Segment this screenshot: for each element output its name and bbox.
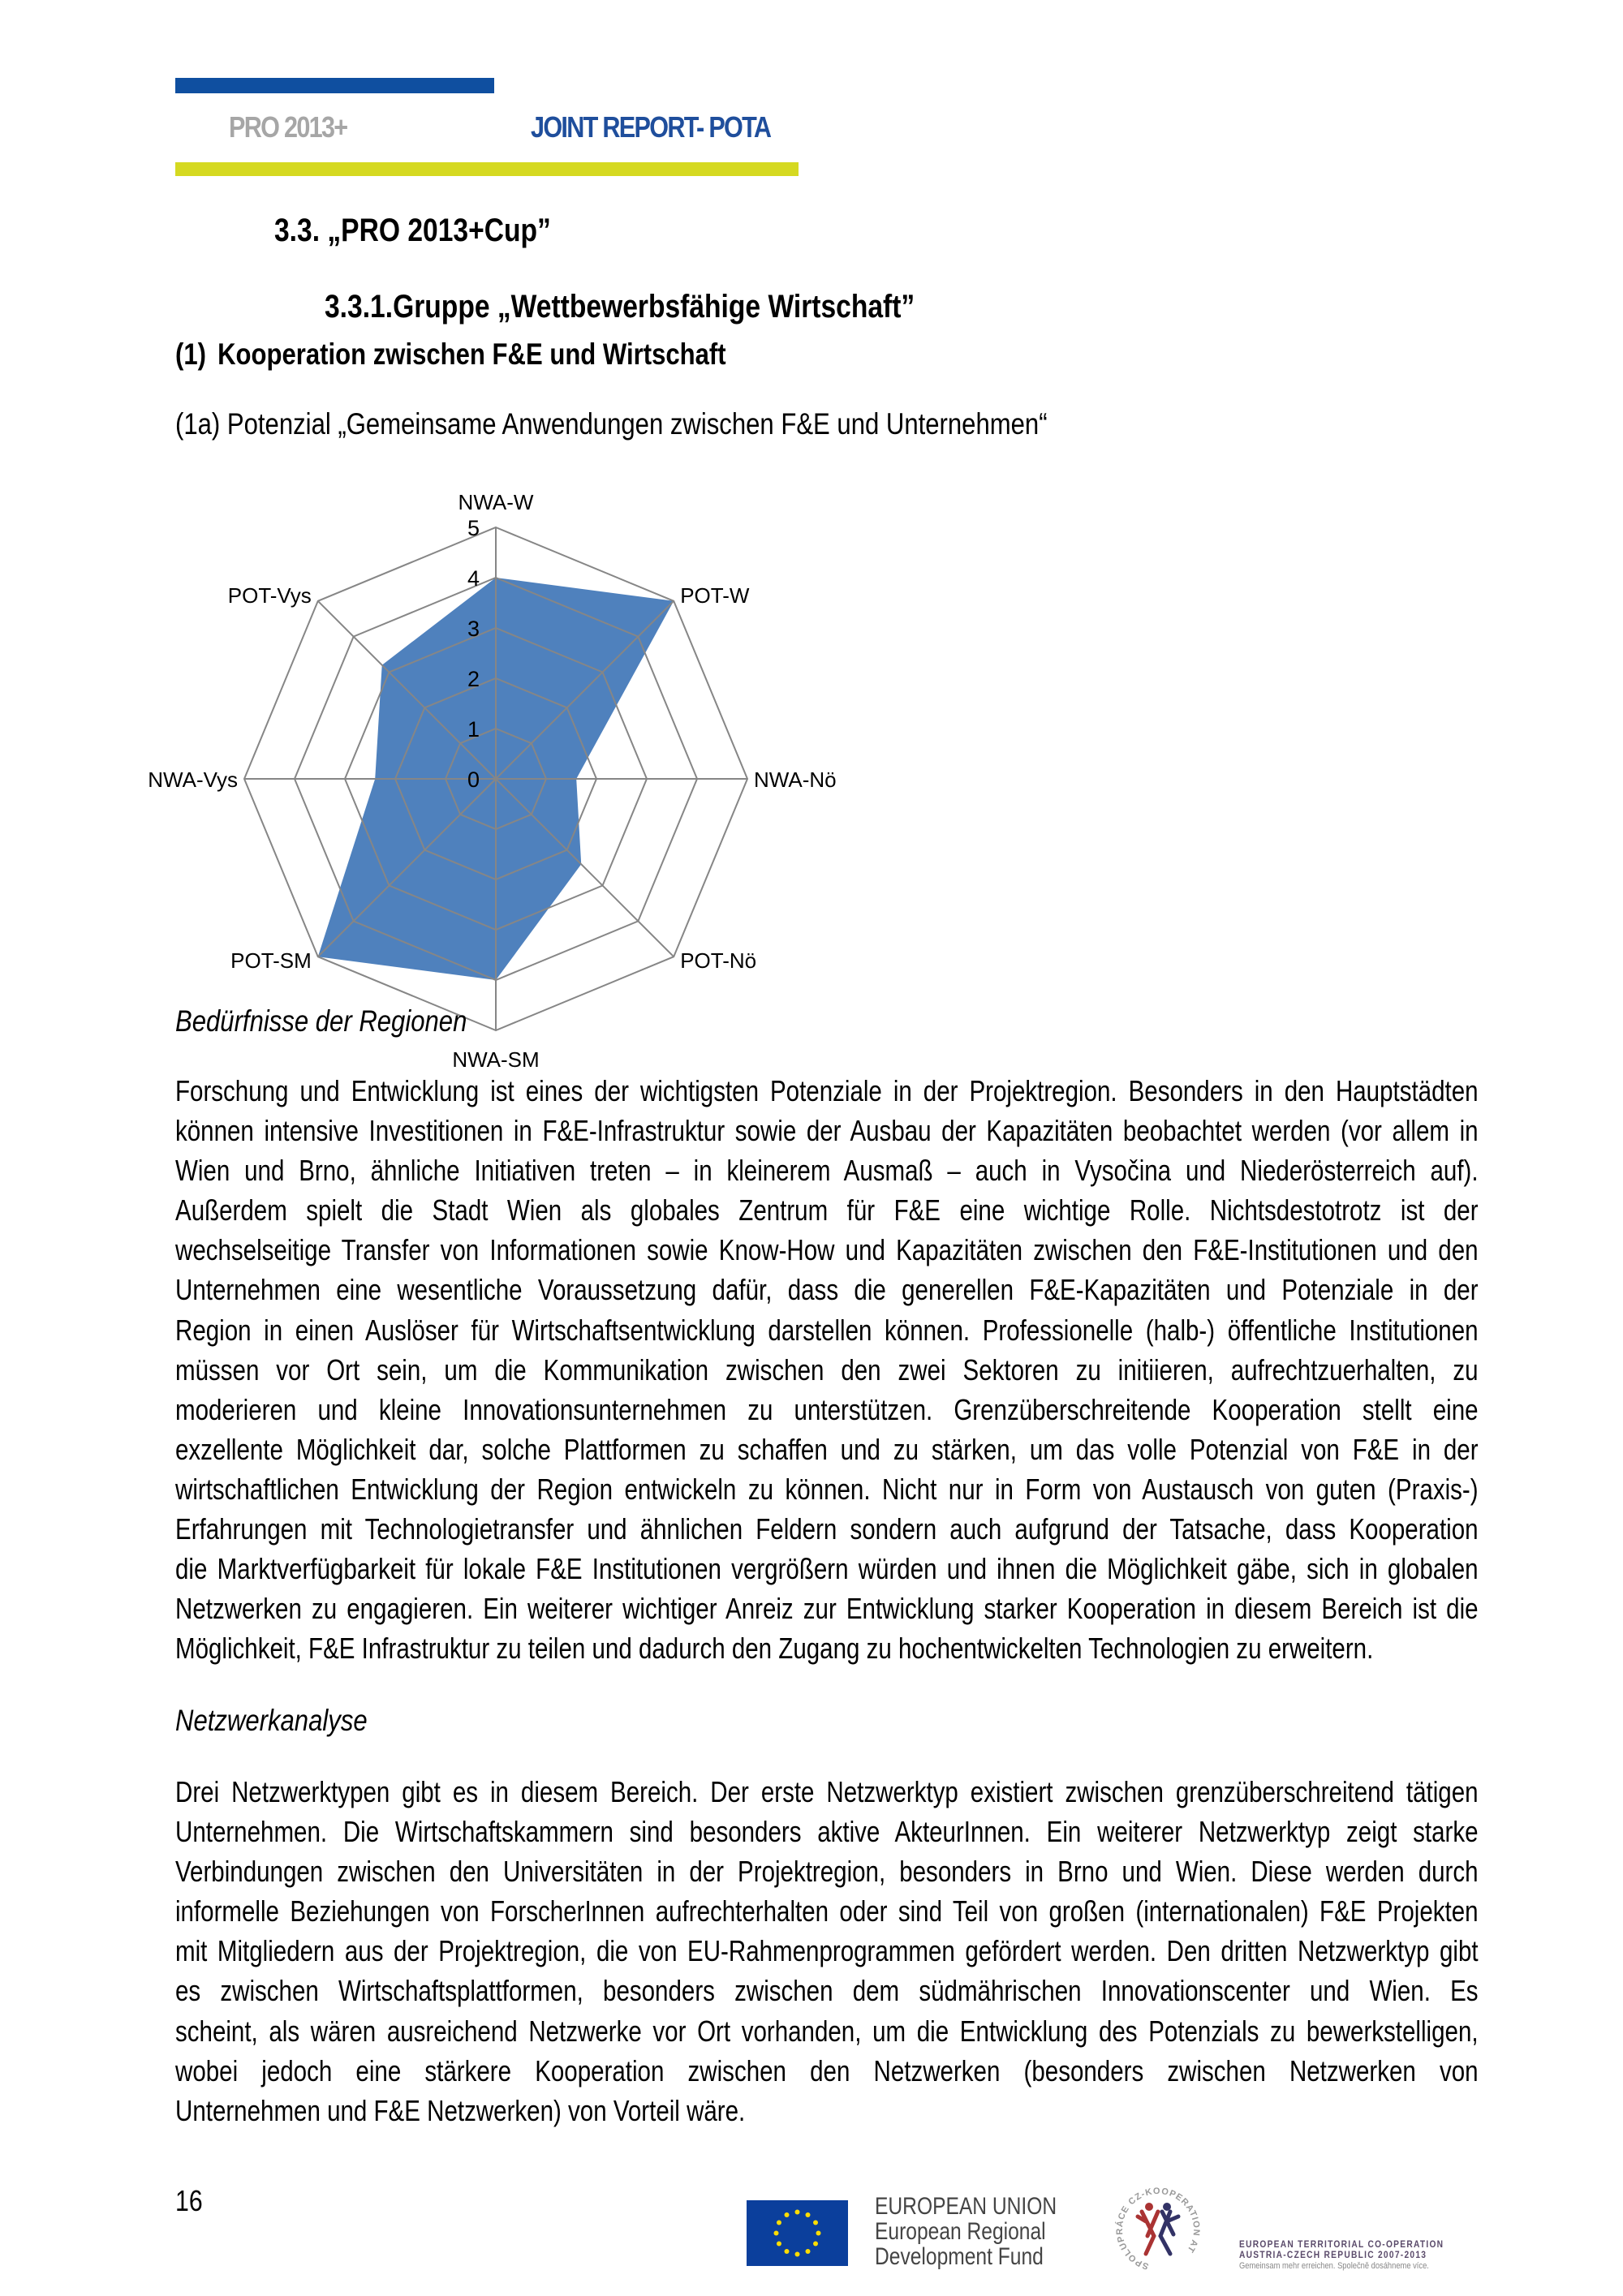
radar-tick-label: 2 — [467, 667, 480, 691]
radar-axis-label: POT-Vys — [227, 583, 312, 608]
radar-axis-label: POT-W — [680, 583, 750, 608]
paragraph-line: Möglichkeit, F&E Infrastruktur zu teilen und dadurch den Zugang zu hochentwickelten Technologien zu erweitern. — [175, 1632, 1374, 1666]
eu-star — [785, 2212, 790, 2217]
paragraph-line: wobei jedoch eine stärkere Kooperation zwischen den Netzwerken (besonders zwischen Netzwerken von — [175, 2053, 1479, 2087]
paragraph-line: scheint, als wären ausreichend Netzwerke vor Ort vorhanden, um die Entwicklung des Potenzials zu bewerkstelligen, — [175, 2014, 1479, 2048]
paragraph-line: Drei Netzwerktypen gibt es in diesem Bereich. Der erste Netzwerktyp existiert zwischen grenzüberschreitend tätigen — [175, 1775, 1479, 1808]
page-number: 16 — [175, 2184, 203, 2217]
paragraph-network — [175, 1772, 1479, 2130]
etc-line-3: Gemeinsam mehr erreichen. Společně dosáhneme více. — [1239, 2261, 1429, 2271]
eu-star — [795, 2252, 800, 2257]
section-heading: 3.3. „PRO 2013+Cup” — [274, 213, 551, 248]
eu-stars-icon — [747, 2200, 848, 2266]
eu-line-3: Development Fund — [875, 2243, 1044, 2270]
paragraph-needs — [175, 1071, 1479, 1668]
radar-axis-label: NWA-W — [458, 490, 534, 514]
eu-star — [813, 2242, 818, 2247]
topic-title: Kooperation zwischen F&E und Wirtschaft — [217, 338, 726, 371]
eu-star — [777, 2221, 781, 2225]
paragraph-line: moderieren und kleine Innovationsunternehmen zu unterstützen. Grenzüberschreitende Kooperation stellt eine — [175, 1392, 1479, 1426]
paragraph-line: Außerdem spielt die Stadt Wien als globales Zentrum für F&E eine wichtige Rolle. Nichtsdestotrotz ist der — [175, 1193, 1479, 1228]
subheading-network: Netzwerkanalyse — [175, 1704, 368, 1737]
paragraph-line: Forschung und Entwicklung ist eines der wichtigsten Potenziale in der Projektregion. Besonders in den Hauptstädten — [175, 1074, 1479, 1107]
paragraph-line: Erfahrungen mit Technologietransfer und ähnlichen Feldern sondern auch aufgrund der Tatsache, dass Kooperation — [175, 1512, 1479, 1546]
header-project-title: PRO 2013+ — [229, 110, 347, 144]
paragraph-line: es zwischen Wirtschaftsplattformen, besonders zwischen dem südmährischen Innovationscenter und Wien. Es — [175, 1974, 1479, 2008]
topic-heading — [175, 338, 726, 372]
etc-line-1: EUROPEAN TERRITORIAL CO-OPERATION — [1239, 2238, 1444, 2250]
cooperation-logo — [1113, 2187, 1203, 2272]
radar-axis-label: NWA-Vys — [148, 767, 238, 792]
radar-axis-label: NWA-Nö — [754, 767, 837, 792]
eu-line-1: EUROPEAN UNION — [875, 2193, 1057, 2220]
radar-tick-label: 4 — [467, 566, 480, 591]
paragraph-line: informelle Beziehungen von ForscherInnen aufrechterhalten oder sind Teil von großen (internationalen) F&E Projekten — [175, 1894, 1479, 1928]
paragraph-line: können intensive Investitionen in F&E-Infrastruktur sowie der Ausbau der Kapazitäten beobachtet werden (vor allem in — [175, 1114, 1479, 1148]
radar-tick-label: 5 — [467, 516, 480, 540]
paragraph-line: Wien und Brno, ähnliche Initiativen treten – in kleinerem Ausmaß – auch in Vysočina und Niederösterreich auf). — [175, 1154, 1479, 1188]
etc-line-2: AUSTRIA-CZECH REPUBLIC 2007-2013 — [1239, 2249, 1427, 2260]
subsection-heading: 3.3.1.Gruppe „Wettbewerbsfähige Wirtschaft” — [325, 289, 915, 325]
radar-axis-label: POT-SM — [230, 948, 312, 974]
subheading-needs: Bedürfnisse der Regionen — [175, 1004, 467, 1038]
radar-axis-label: NWA-SM — [452, 1047, 540, 1072]
eu-star — [777, 2242, 781, 2247]
paragraph-line: mit Mitgliedern aus der Projektregion, die von EU-Rahmenprogrammen gefördert werden. Den dritten Netzwerktyp gibt — [175, 1934, 1479, 1968]
eu-star — [816, 2231, 821, 2236]
paragraph-line: wirtschaftlichen Entwicklung der Region entwickeln zu können. Nicht nur in Form von Austausch von guten (Praxis-) — [175, 1472, 1479, 1506]
radar-axis-label: POT-Nö — [680, 948, 757, 974]
eu-star — [813, 2221, 818, 2225]
radar-tick-label: 1 — [467, 717, 480, 742]
header-yellow-bar — [175, 162, 799, 176]
eu-fund-label — [875, 2194, 1057, 2269]
paragraph-line: Unternehmen eine wesentliche Voraussetzung dafür, dass die generellen F&E-Kapazitäten und Potenziale in der — [175, 1273, 1479, 1307]
eu-flag-logo — [747, 2200, 848, 2266]
topic-number: (1) — [175, 338, 206, 371]
logo-ring-text — [1114, 2187, 1201, 2271]
eu-star — [785, 2249, 790, 2254]
paragraph-line: die Marktverfügbarkeit für lokale F&E Institutionen vergrößern würden und ihnen die Möglichkeit gäbe, sich in globalen — [175, 1552, 1479, 1586]
logo-ring-text-path: SPOLUPRÁCE CZ-KOOPERATION AT — [1114, 2187, 1202, 2272]
paragraph-line: wechselseitige Transfer von Informationen sowie Know-How und Kapazitäten zwischen den F&E-Institutionen und den — [175, 1233, 1479, 1267]
eu-star — [806, 2212, 811, 2217]
paragraph-line: Verbindungen zwischen den Universitäten in der Projektregion, besonders in Brno und Wien. Diese werden durch — [175, 1855, 1479, 1889]
paragraph-line: Unternehmen und F&E Netzwerken) von Vorteil wäre. — [175, 2093, 746, 2127]
paragraph-line: Region in einen Auslöser für Wirtschaftsentwicklung darstellen können. Professionelle (halb-) öffentliche Institutionen — [175, 1313, 1479, 1347]
paragraph-line: Netzwerken zu engagieren. Ein weiterer wichtiger Anreiz zur Entwicklung starker Kooperation in diesem Bereich ist die — [175, 1592, 1479, 1626]
eu-star — [795, 2210, 800, 2215]
radar-tick-label: 3 — [467, 617, 480, 641]
cooperation-label — [1239, 2239, 1480, 2272]
eu-star — [774, 2231, 779, 2236]
header-report-title: JOINT REPORT- POTA — [531, 110, 771, 144]
eu-star — [806, 2249, 811, 2254]
eu-line-2: European Regional — [875, 2218, 1046, 2245]
header-blue-bar — [175, 78, 494, 93]
radar-tick-label: 0 — [467, 767, 480, 792]
paragraph-line: exzellente Möglichkeit dar, solche Plattformen zu schaffen und zu stärken, um das volle Potenzial von F&E in der — [175, 1432, 1479, 1466]
paragraph-line: müssen vor Ort sein, um die Kommunikation zwischen den zwei Sektoren zu initiieren, aufrechtzuerhalten, zu — [175, 1352, 1479, 1387]
paragraph-line: Unternehmen. Die Wirtschaftskammern sind besonders aktive AkteurInnen. Ein weiterer Netzwerktyp zeigt starke — [175, 1815, 1479, 1849]
chart-caption: (1a) Potenzial „Gemeinsame Anwendungen zwischen F&E und Unternehmen“ — [175, 407, 1048, 441]
